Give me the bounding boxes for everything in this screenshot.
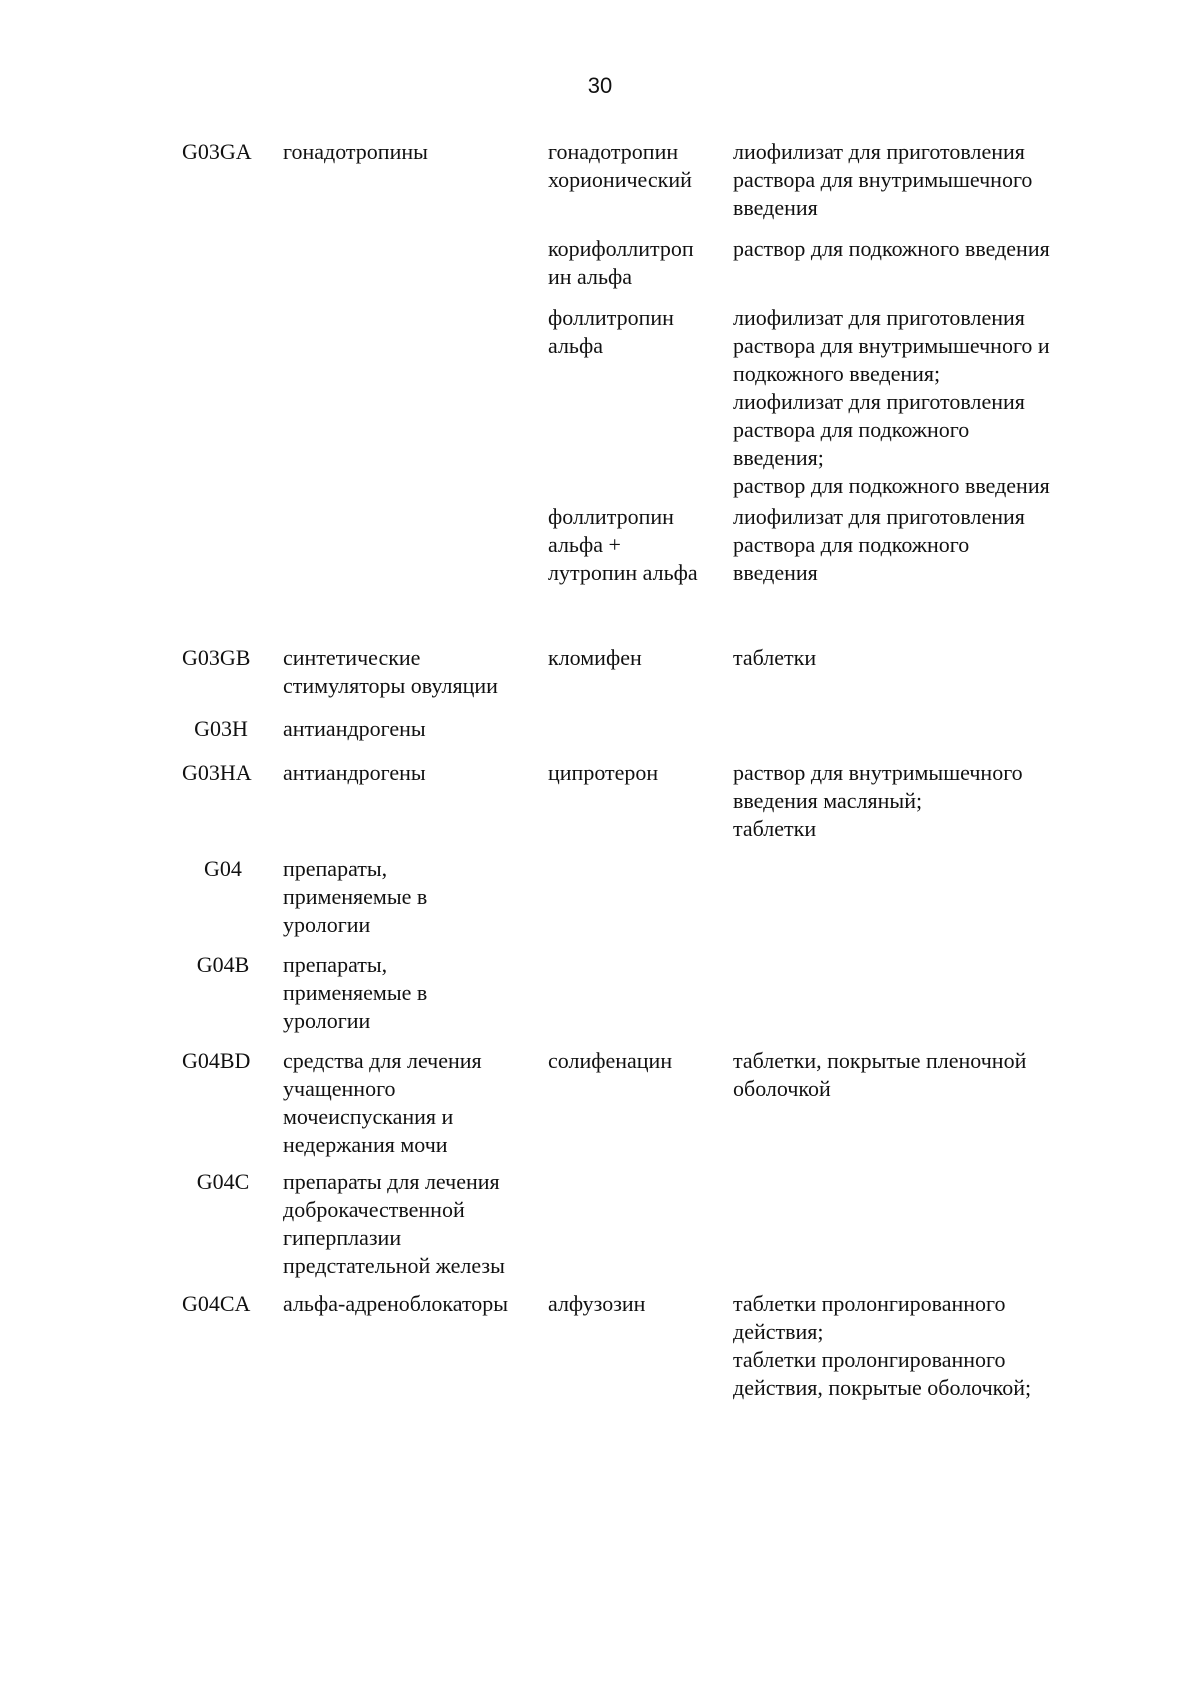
drug-name: кломифен — [548, 645, 642, 670]
pharmacological-group: препараты, применяемые в урологии — [283, 952, 428, 1033]
dosage-form: таблетки — [733, 645, 817, 670]
drug-name: ципротерон — [548, 760, 659, 785]
dosage-form: лиофилизат для приготовления раствора для внутримышечного введения — [733, 139, 1033, 220]
atc-code: G04BD — [182, 1048, 251, 1073]
pharmacological-group: антиандрогены — [283, 716, 426, 741]
drug-name: солифенацин — [548, 1048, 673, 1073]
drug-name: фоллитропин альфа + лутропин альфа — [548, 504, 698, 585]
page-number: 30 — [587, 73, 613, 98]
dosage-form: лиофилизат для приготовления раствора для подкожного введения — [733, 504, 1025, 585]
pharmacological-group: гонадотропины — [283, 139, 428, 164]
pharmacological-group: средства для лечения учащенного мочеиспускания и недержания мочи — [283, 1048, 482, 1157]
drug-name: гонадотропин хорионический — [548, 139, 692, 192]
dosage-form: лиофилизат для приготовления раствора для внутримышечного и подкожного введения; лиофилизат для приготовления раствора для подкожного введения; раствор для подкожного введения — [733, 305, 1050, 498]
atc-code: G04CA — [182, 1291, 251, 1316]
dosage-form: раствор для внутримышечного введения масляный; таблетки — [733, 760, 1023, 841]
atc-code: G03GB — [182, 645, 251, 670]
pharmacological-group: синтетические стимуляторы овуляции — [283, 645, 498, 698]
dosage-form: раствор для подкожного введения — [733, 236, 1050, 261]
atc-code: G03GA — [182, 139, 252, 164]
pharmacological-group: альфа-адреноблокаторы — [283, 1291, 509, 1316]
atc-code: G04C — [196, 1169, 250, 1194]
atc-code: G03H — [194, 716, 248, 741]
drug-name: алфузозин — [548, 1291, 646, 1316]
dosage-form: таблетки, покрытые пленочной оболочкой — [733, 1048, 1027, 1101]
atc-code: G03HA — [182, 760, 252, 785]
drug-name: корифоллитроп ин альфа — [548, 236, 694, 289]
pharmacological-group: препараты для лечения доброкачественной гиперплазии предстательной железы — [283, 1169, 505, 1278]
pharmacological-group: антиандрогены — [283, 760, 426, 785]
drug-name: фоллитропин альфа — [548, 305, 674, 358]
atc-code: G04 — [204, 856, 242, 881]
atc-code: G04B — [196, 952, 250, 977]
dosage-form: таблетки пролонгированного действия; таблетки пролонгированного действия, покрытые оболочкой; — [733, 1291, 1032, 1400]
pharmacological-group: препараты, применяемые в урологии — [283, 856, 428, 937]
